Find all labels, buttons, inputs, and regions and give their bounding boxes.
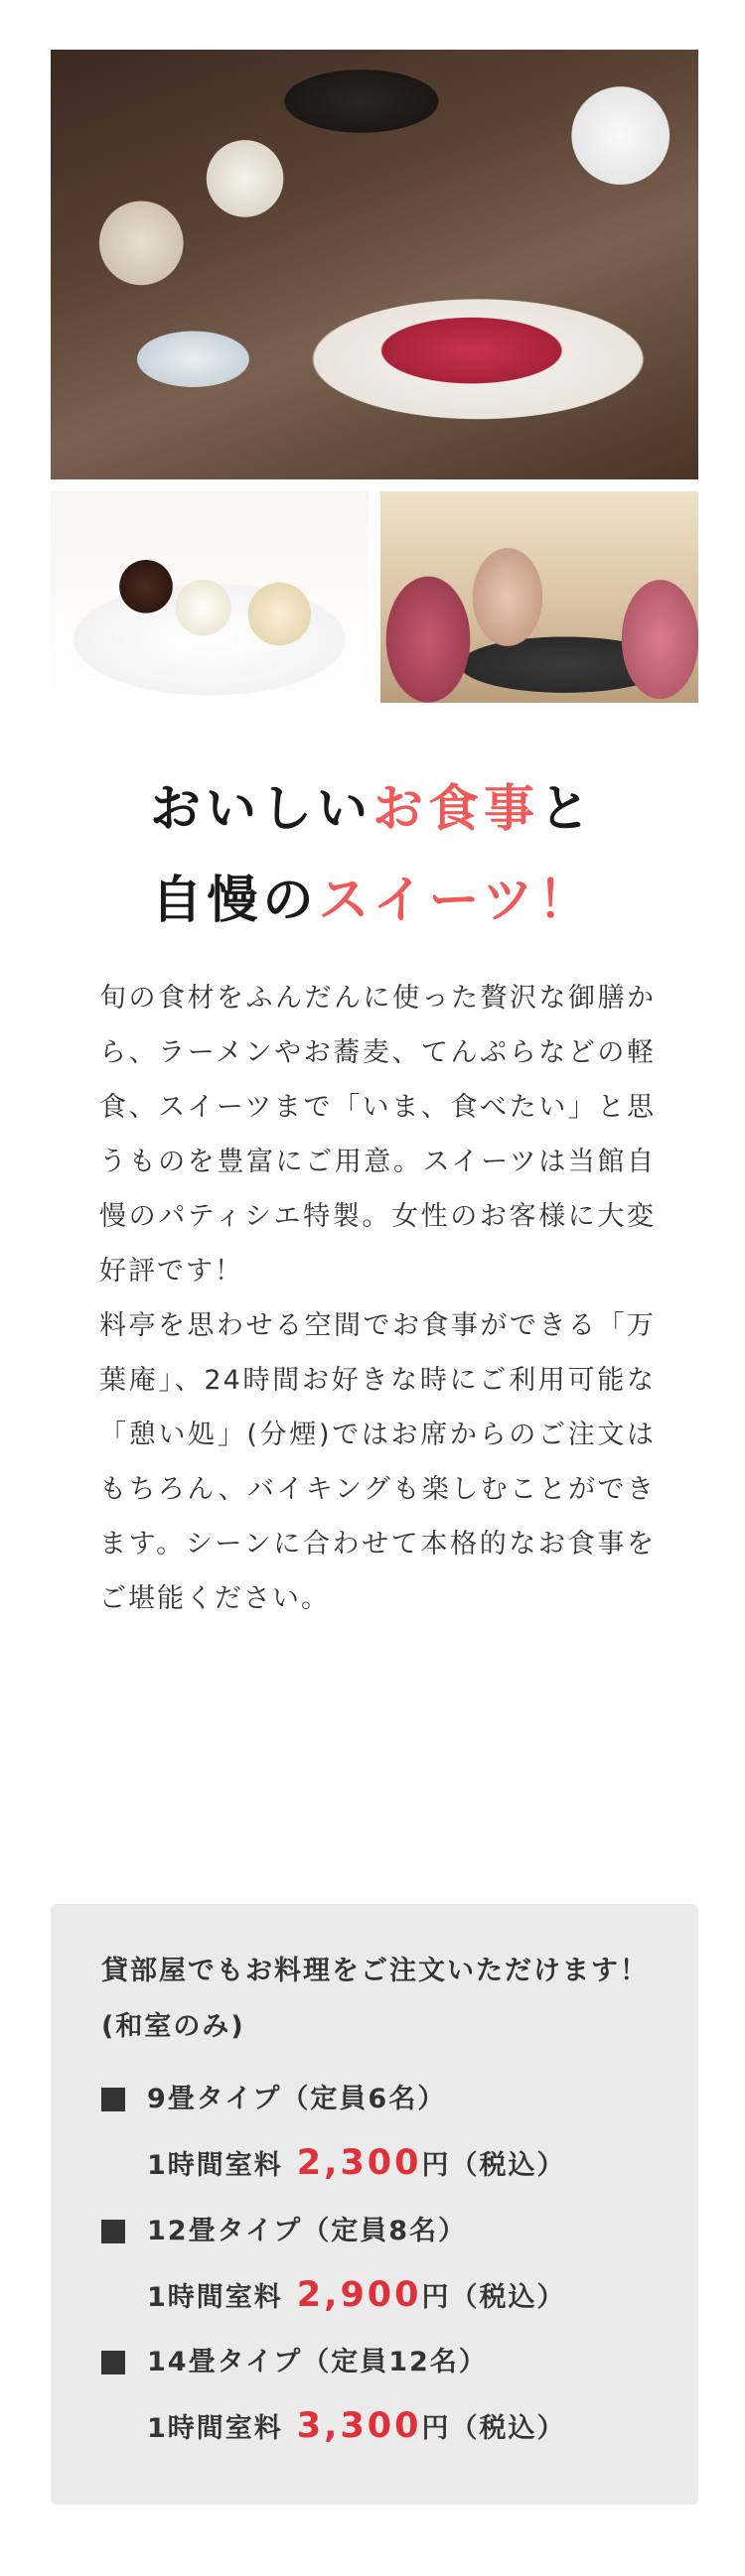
room-plan [101,2075,658,2188]
headline-accent: お食事 [372,780,539,839]
plan-name: 14畳タイプ（定員12名） [147,2347,488,2377]
price-value: 2,900 [296,2275,422,2315]
description [99,971,656,1626]
headline-text: 自慢の [151,872,319,930]
room-rate-box [51,1904,698,2505]
headline-text: と [539,780,596,839]
plan-name: 12畳タイプ（定員8名） [147,2216,468,2246]
square-bullet-icon [101,2220,125,2243]
plan-price-row [101,2138,658,2188]
plan-name-row [101,2207,658,2256]
plan-price-row [101,2401,658,2451]
dessert-photo [51,491,369,703]
description-paragraph: 料亭を思わせる空間でお食事ができる「万葉庵」、24時間お好きな時にご利用可能な「憩い処」(分煙)ではお席からのご注文はもちろん、バイキングも楽しむことができます。シーンに合わせて本格的なお食事をご堪能ください。 [99,1310,656,1614]
plan-name-row [101,2338,658,2387]
plan-price-row [101,2270,658,2320]
plan-name-row [101,2075,658,2124]
dining-guests-photo [380,491,698,703]
price-label: 1時間室料 [147,2413,283,2444]
room-plan [101,2207,658,2320]
meal-photo [51,50,698,479]
square-bullet-icon [101,2088,125,2111]
room-rate-intro: 貸部屋でもお料理をご注文いただけます！(和室のみ) [101,1956,649,2042]
room-plan [101,2338,658,2451]
price-label: 1時間室料 [147,2282,283,2313]
headline-line-2 [0,864,745,939]
price-value: 2,300 [296,2143,422,2183]
price-suffix: 円（税込） [421,2150,566,2181]
square-bullet-icon [101,2351,125,2374]
headline-text: おいしい [149,780,372,839]
price-label: 1時間室料 [147,2150,283,2181]
description-paragraph: 旬の食材をふんだんに使った贅沢な御膳から、ラーメンやお蕎麦、てんぷらなどの軽食、スイーツまで「いま、食べたい」と思うものを豊富にご用意。スイーツは当館自慢のパティシエ特製。女性のお客様に大変好評です！ [99,983,656,1287]
headline-line-1 [0,772,745,848]
price-value: 3,300 [296,2406,422,2446]
headline-accent: スイーツ！ [318,872,594,930]
plan-name: 9畳タイプ（定員6名） [147,2084,447,2114]
price-suffix: 円（税込） [421,2282,566,2313]
price-suffix: 円（税込） [421,2413,566,2444]
